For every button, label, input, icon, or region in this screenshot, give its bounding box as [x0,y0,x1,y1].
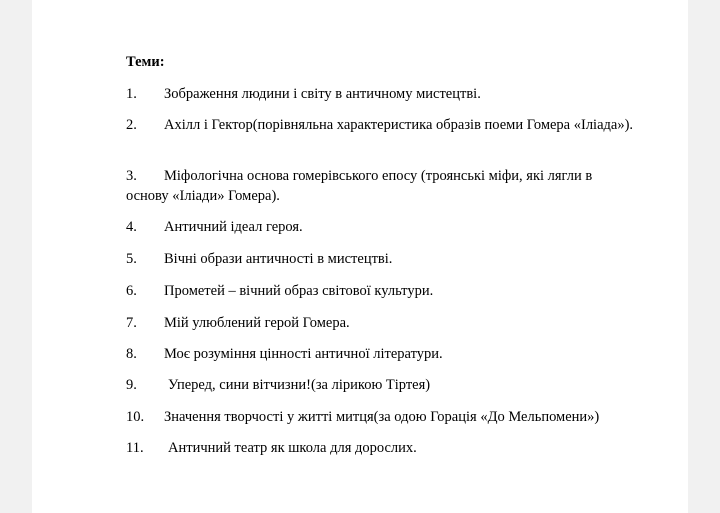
topic-number: 5. [126,251,137,267]
topic-number: 3. [126,168,137,184]
topic-item-3 [126,167,636,206]
topic-number: 7. [126,315,137,331]
topic-text: Прометей – вічний образ світової культури. [164,283,434,299]
topic-number: 2. [126,117,137,133]
topic-item-11 [126,439,636,459]
topic-text: Вічні образи античності в мистецтві. [164,251,393,267]
topic-text: Зображення людини і світу в античному мистецтві. [164,86,481,102]
topic-number: 6. [126,283,137,299]
topic-item-4 [126,218,636,238]
topic-text: Значення творчості у житті митця(за одою Горація «До Мельпомени») [164,409,600,425]
topic-number: 9. [126,377,137,393]
topic-item-5 [126,250,636,270]
topic-number: 11. [126,440,144,456]
topic-text: Моє розуміння цінності античної літератури. [164,346,443,362]
topic-item-6 [126,282,636,302]
topic-item-2 [126,116,636,136]
topic-item-8 [126,345,636,365]
topic-text: Античний театр як школа для дорослих. [168,440,417,456]
topic-item-9 [126,376,636,396]
topic-item-7 [126,314,636,334]
topic-number: 8. [126,346,137,362]
topic-text: Мій улюблений герой Гомера. [164,315,350,331]
topic-text: Античний ідеал героя. [164,219,303,235]
topic-text: Міфологічна основа гомерівського епосу (троянські міфи, які лягли в основу «Іліади» Гомера). [126,168,593,204]
topic-item-10 [126,408,646,428]
topic-item-1 [126,85,636,105]
document-page [32,0,688,513]
topic-number: 4. [126,219,137,235]
topic-number: 10. [126,409,145,425]
topic-text: Уперед, сини вітчизни!(за лірикою Тіртея) [168,377,431,393]
topic-text: Ахілл і Гектор(порівняльна характеристика образів поеми Гомера «Іліада»). [164,117,634,133]
topics-heading: Теми: [126,54,165,70]
topic-number: 1. [126,86,137,102]
